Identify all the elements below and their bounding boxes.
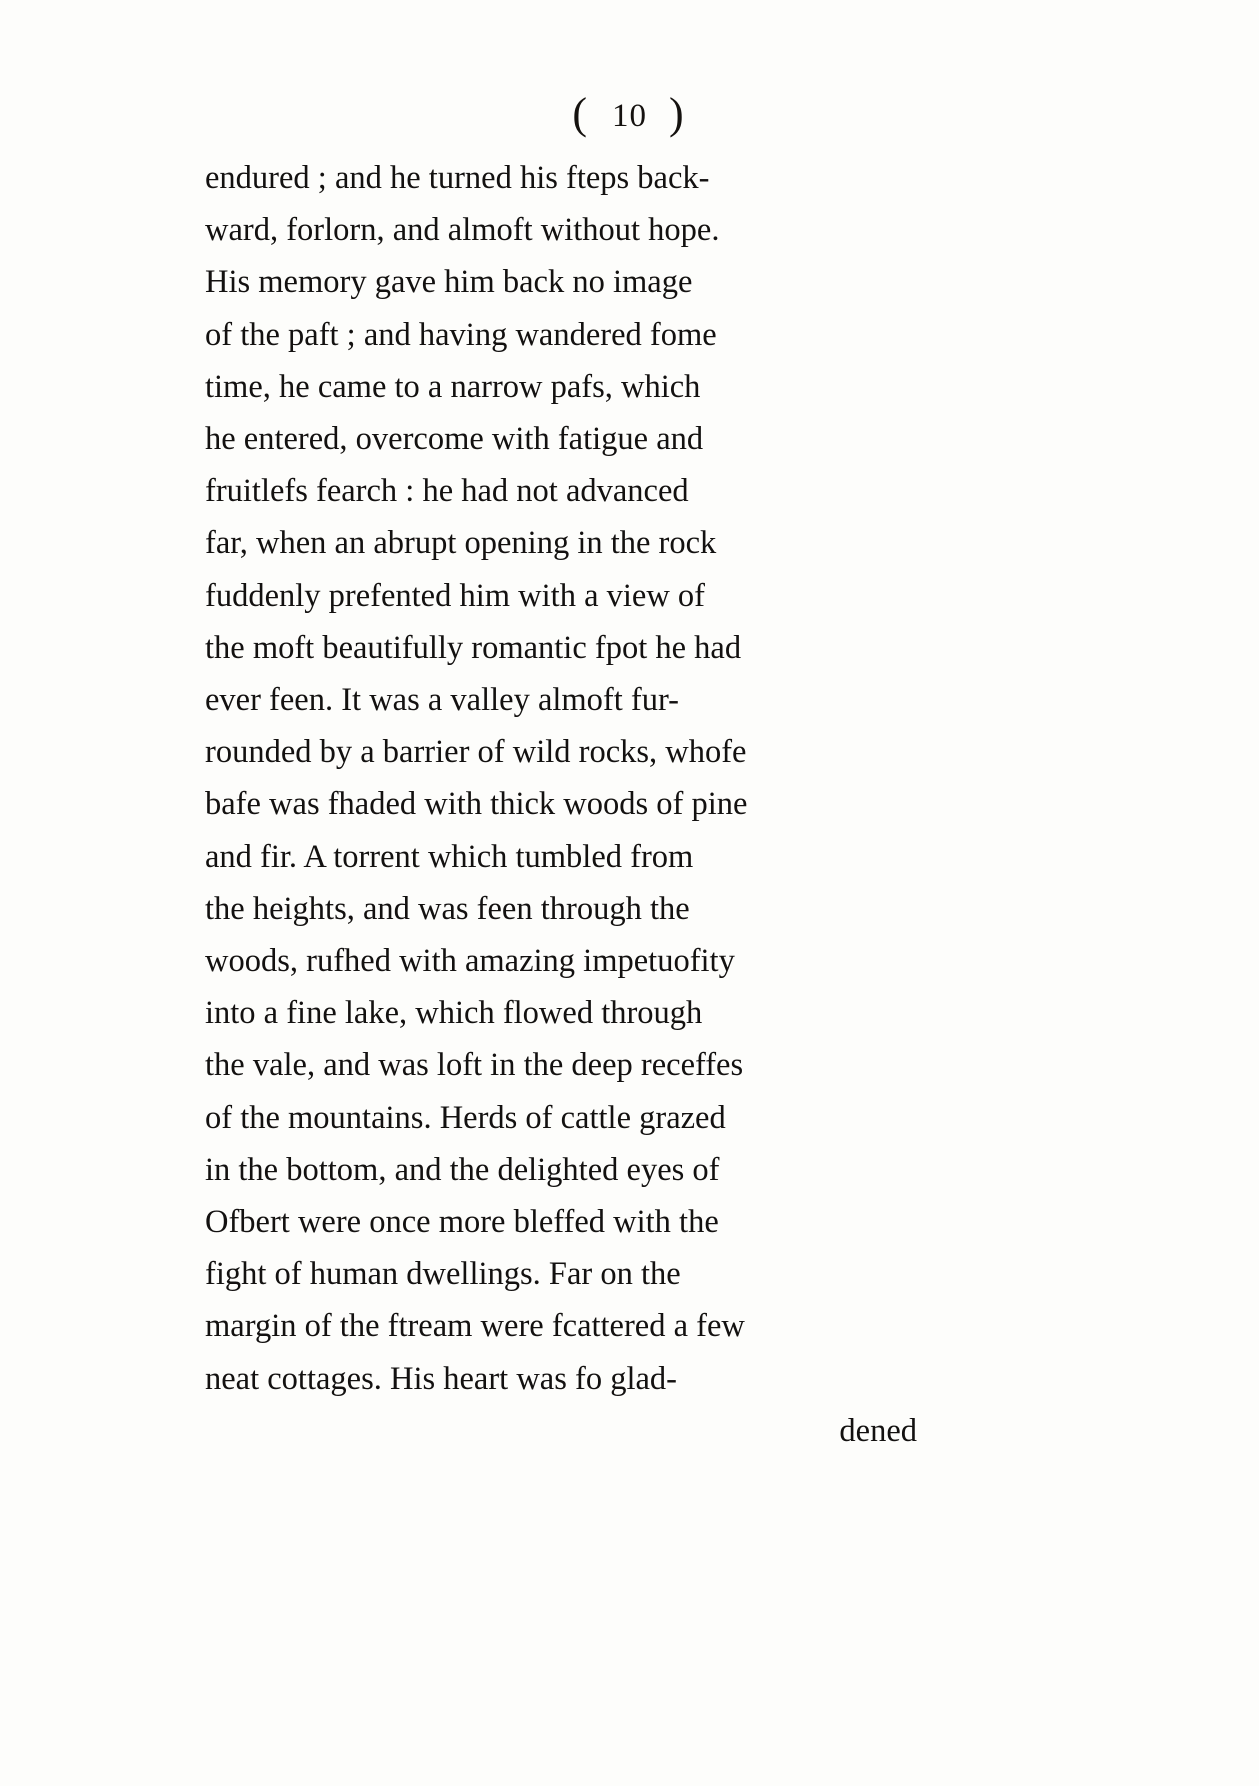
text-line: Ofbert were once more bleffed with the [205,1204,719,1241]
text-line: the heights, and was feen through the [205,890,690,927]
text-line: in the bottom, and the delighted eyes of [205,1151,720,1188]
text-line: far, when an abrupt opening in the rock [205,525,717,562]
text-line: fuddenly prefented him with a view of [205,577,705,614]
text-line: margin of the ftream were fcattered a few [205,1308,745,1345]
text-line: into a fine lake, which flowed through [205,995,703,1032]
paragraph [205,152,917,1457]
text-line: bafe was fhaded with thick woods of pine [205,786,748,823]
text-line: and fir. A torrent which tumbled from [205,838,694,875]
text-line: neat cottages. His heart was fo glad- [205,1360,677,1397]
page-number-close-paren: ) [669,89,687,138]
text-line: time, he came to a narrow pafs, which [205,368,701,405]
text-line: of the mountains. Herds of cattle grazed [205,1099,726,1136]
catchword: dened [839,1412,917,1449]
text-line: ward, forlorn, and almoft without hope. [205,212,720,249]
text-line: the moft beautifully romantic fpot he had [205,629,742,666]
text-line: the vale, and was loft in the deep receffes [205,1047,744,1084]
text-line: ever feen. It was a valley almoft fur- [205,682,679,719]
text-line: of the paft ; and having wandered fome [205,316,717,353]
page-header [0,88,1259,139]
page-number: 10 [612,98,647,134]
page-number-open-paren: ( [572,89,590,138]
text-line: His memory gave him back no image [205,264,693,301]
text-line: rounded by a barrier of wild rocks, whofe [205,734,747,771]
text-line: fruitlefs fearch : he had not advanced [205,473,689,510]
text-line: woods, rufhed with amazing impetuofity [205,943,735,980]
text-line: endured ; and he turned his fteps back- [205,160,710,196]
text-line: fight of human dwellings. Far on the [205,1256,681,1293]
text-line: he entered, overcome with fatigue and [205,421,704,458]
body-text [205,152,917,1457]
